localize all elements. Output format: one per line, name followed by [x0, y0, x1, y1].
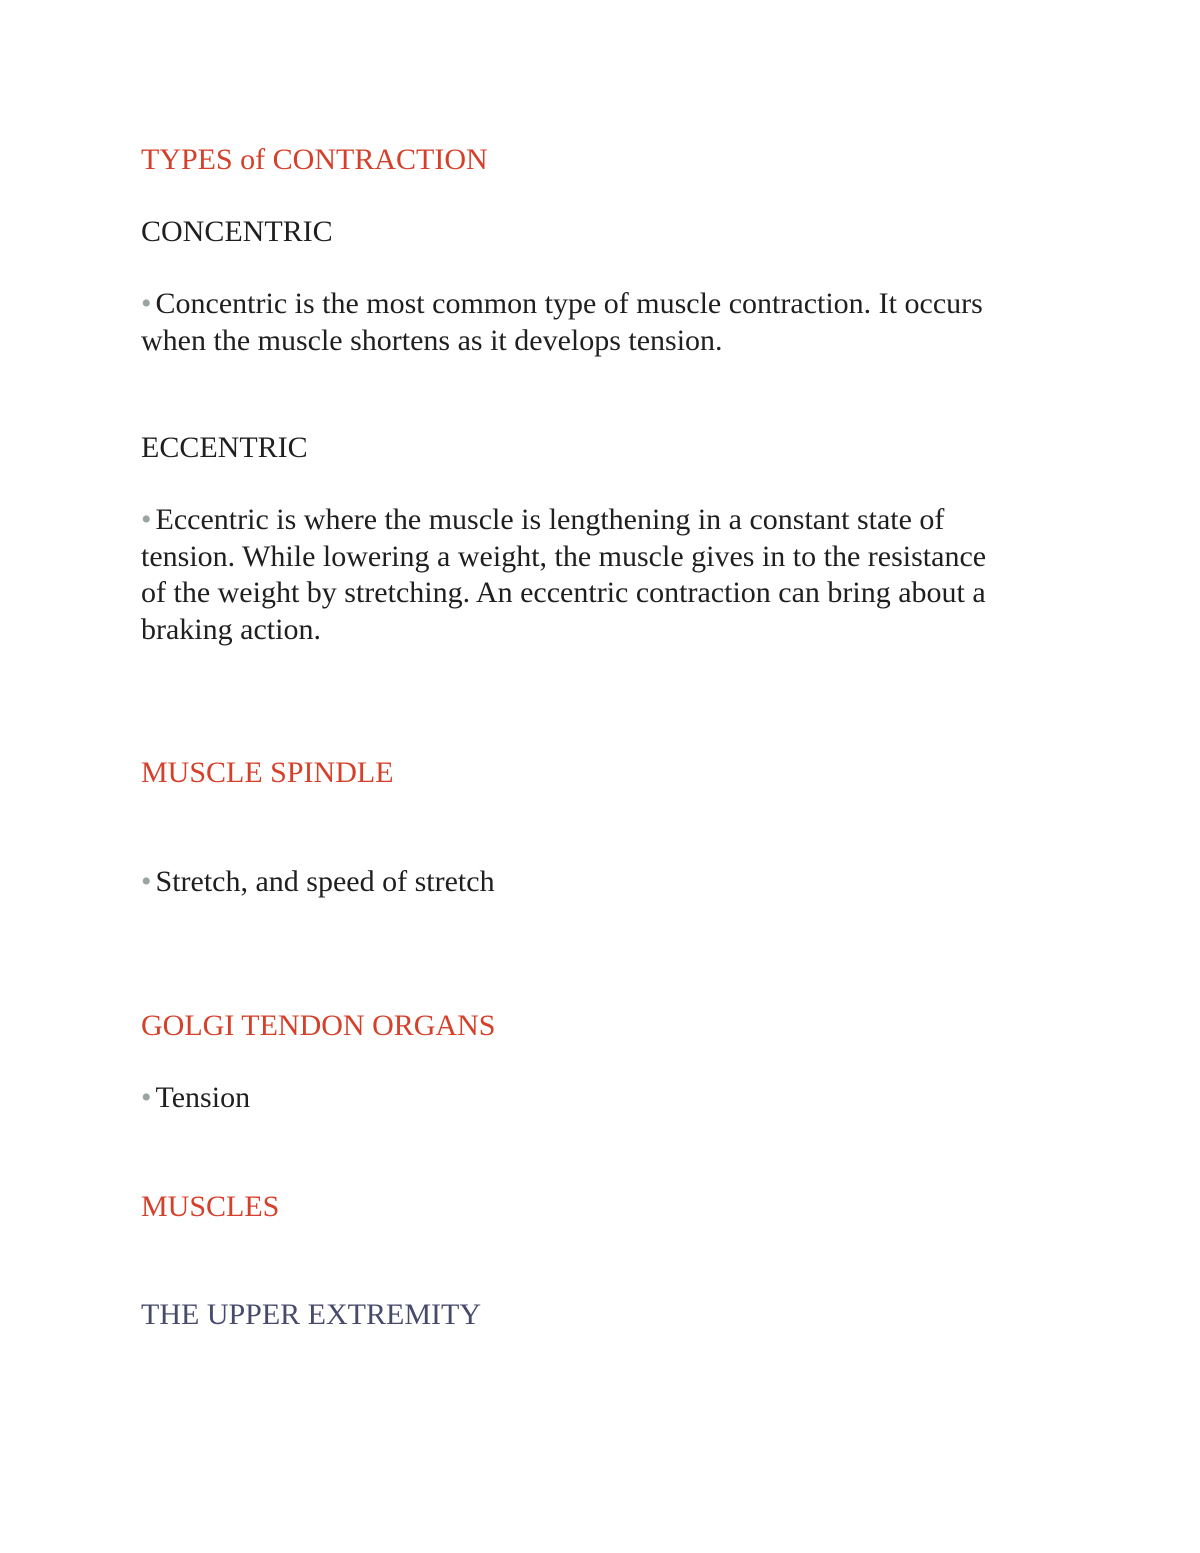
- types-of-contraction-heading: TYPES of CONTRACTION: [141, 143, 488, 176]
- upper-extremity-heading: THE UPPER EXTREMITY: [141, 1298, 481, 1331]
- concentric-bullet: [141, 286, 1001, 359]
- eccentric-heading: ECCENTRIC: [141, 431, 308, 464]
- muscle-spindle-text: Stretch, and speed of stretch: [155, 865, 495, 898]
- muscles-heading: MUSCLES: [141, 1190, 280, 1223]
- golgi-text: Tension: [155, 1081, 251, 1114]
- bullet-icon: •: [141, 503, 152, 536]
- bullet-icon: •: [141, 1081, 152, 1114]
- bullet-icon: •: [141, 865, 152, 898]
- eccentric-text: Eccentric is where the muscle is lengthening in a constant state of tension. While lowering a weight, the muscle gives in to the resistance of the weight by stretching. An eccentric contraction can bring about a braking action.: [141, 503, 987, 646]
- bullet-icon: •: [141, 287, 152, 320]
- muscle-spindle-heading: MUSCLE SPINDLE: [141, 756, 394, 789]
- concentric-heading: CONCENTRIC: [141, 215, 333, 248]
- eccentric-bullet: [141, 502, 1001, 648]
- concentric-text: Concentric is the most common type of muscle contraction. It occurs when the muscle shortens as it develops tension.: [141, 287, 983, 357]
- golgi-tendon-organs-heading: GOLGI TENDON ORGANS: [141, 1009, 496, 1042]
- muscle-spindle-bullet: [141, 864, 495, 900]
- golgi-tendon-organs-bullet: [141, 1080, 250, 1116]
